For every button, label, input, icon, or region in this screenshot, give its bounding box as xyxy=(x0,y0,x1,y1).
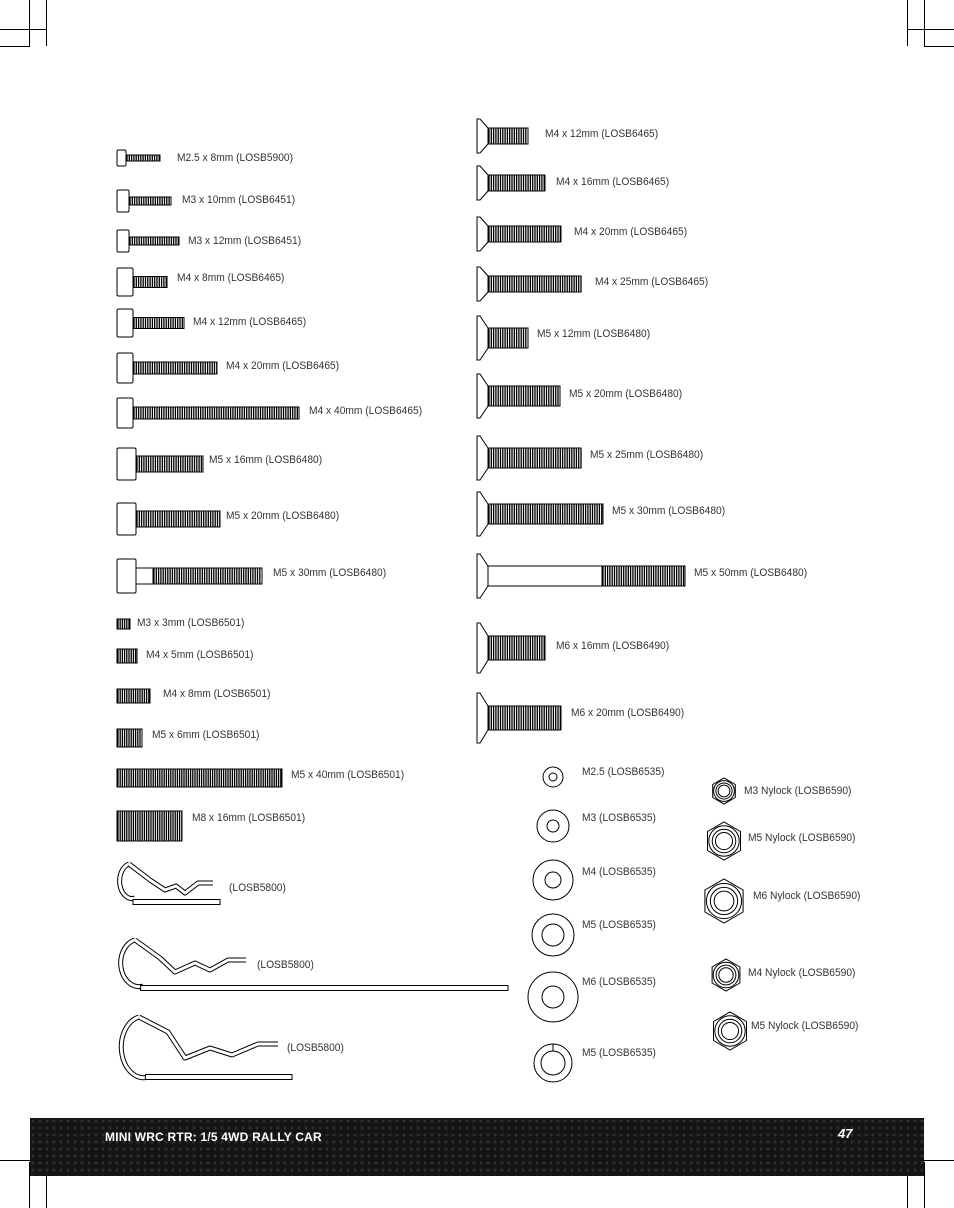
washer-label: M5 (LOSB6535) xyxy=(582,919,656,931)
nylock-nut-label: M4 Nylock (LOSB6590) xyxy=(748,967,856,979)
set-screw-label: M3 x 3mm (LOSB6501) xyxy=(137,617,245,629)
set-screw-icon xyxy=(117,689,150,703)
nylock-nut-label: M5 Nylock (LOSB6590) xyxy=(748,832,856,844)
washer-icon xyxy=(532,914,574,956)
flat-head-screw-icon xyxy=(477,316,528,360)
cap-screw-icon xyxy=(117,398,299,428)
flat-head-screw-icon xyxy=(477,436,581,480)
flat-head-screw-icon xyxy=(477,492,603,536)
washer-label: M4 (LOSB6535) xyxy=(582,866,656,878)
cap-screw-icon xyxy=(117,190,171,212)
cap-screw-label: M3 x 10mm (LOSB6451) xyxy=(182,194,296,206)
flat-head-screw-icon xyxy=(477,693,561,743)
cap-screw-label: M4 x 20mm (LOSB6465) xyxy=(226,360,340,372)
set-screw-label: M8 x 16mm (LOSB6501) xyxy=(192,812,306,824)
cap-screw-label: M4 x 40mm (LOSB6465) xyxy=(309,405,423,417)
flat-screw-label: M5 x 25mm (LOSB6480) xyxy=(590,449,704,461)
flat-screw-label: M5 x 50mm (LOSB6480) xyxy=(694,567,808,579)
page-number: 47 xyxy=(838,1126,853,1141)
set-screw-icon xyxy=(117,811,182,841)
set-screw-label: M4 x 8mm (LOSB6501) xyxy=(163,688,271,700)
footer-title: MINI WRC RTR: 1/5 4WD RALLY CAR xyxy=(105,1130,322,1144)
cap-screw-icon xyxy=(117,268,167,296)
washer-icon xyxy=(543,767,563,787)
flat-screw-label: M5 x 30mm (LOSB6480) xyxy=(612,505,726,517)
body-clip-icon xyxy=(121,940,508,991)
cap-screw-label: M2.5 x 8mm (LOSB5900) xyxy=(177,152,293,164)
cap-screw-icon xyxy=(117,309,184,337)
flat-head-screw-icon xyxy=(477,217,561,251)
cap-screw-label: M3 x 12mm (LOSB6451) xyxy=(188,235,302,247)
body-clip-label: (LOSB5800) xyxy=(287,1042,344,1054)
flat-screw-label: M4 x 16mm (LOSB6465) xyxy=(556,176,670,188)
flat-screw-label: M4 x 20mm (LOSB6465) xyxy=(574,226,688,238)
flat-screw-label: M4 x 25mm (LOSB6465) xyxy=(595,276,709,288)
flat-head-screw-icon xyxy=(477,554,685,598)
nylock-nut-icon xyxy=(714,1012,747,1050)
cap-screw-label: M4 x 12mm (LOSB6465) xyxy=(193,316,307,328)
cap-screw-icon xyxy=(117,448,203,480)
nylock-nut-icon xyxy=(712,959,740,991)
washer-icon xyxy=(533,860,573,900)
washer-label: M6 (LOSB6535) xyxy=(582,976,656,988)
set-screw-label: M5 x 6mm (LOSB6501) xyxy=(152,729,260,741)
cap-screw-icon xyxy=(117,150,160,166)
body-clip-label: (LOSB5800) xyxy=(229,882,286,894)
washer-label: M3 (LOSB6535) xyxy=(582,812,656,824)
set-screw-icon xyxy=(117,619,130,629)
flat-head-screw-icon xyxy=(477,267,581,301)
cap-screw-icon xyxy=(117,230,179,252)
body-clip-icon xyxy=(120,864,220,905)
set-screw-label: M5 x 40mm (LOSB6501) xyxy=(291,769,405,781)
washer-icon xyxy=(537,810,569,842)
cap-screw-icon xyxy=(117,503,220,535)
nylock-nut-label: M6 Nylock (LOSB6590) xyxy=(753,890,861,902)
flat-screw-label: M5 x 12mm (LOSB6480) xyxy=(537,328,651,340)
flat-head-screw-icon xyxy=(477,374,560,418)
body-clip-icon xyxy=(121,1017,292,1080)
washer-icon xyxy=(534,1044,572,1082)
flat-head-screw-icon xyxy=(477,623,545,673)
cap-screw-label: M4 x 8mm (LOSB6465) xyxy=(177,272,285,284)
nylock-nut-icon xyxy=(708,822,741,860)
cap-screw-label: M5 x 30mm (LOSB6480) xyxy=(273,567,387,579)
nylock-nut-icon xyxy=(705,879,743,923)
nylock-nut-icon xyxy=(713,778,736,804)
flat-head-screw-icon xyxy=(477,119,528,153)
nylock-nut-label: M5 Nylock (LOSB6590) xyxy=(751,1020,859,1032)
cap-screw-label: M5 x 20mm (LOSB6480) xyxy=(226,510,340,522)
set-screw-label: M4 x 5mm (LOSB6501) xyxy=(146,649,254,661)
washer-icon xyxy=(528,972,578,1022)
body-clip-label: (LOSB5800) xyxy=(257,959,314,971)
flat-screw-label: M6 x 16mm (LOSB6490) xyxy=(556,640,670,652)
set-screw-icon xyxy=(117,769,282,787)
page-footer xyxy=(30,1118,924,1176)
flat-screw-label: M6 x 20mm (LOSB6490) xyxy=(571,707,685,719)
washer-label: M2.5 (LOSB6535) xyxy=(582,766,665,778)
flat-screw-label: M5 x 20mm (LOSB6480) xyxy=(569,388,683,400)
set-screw-icon xyxy=(117,649,137,663)
set-screw-icon xyxy=(117,729,142,747)
washer-label: M5 (LOSB6535) xyxy=(582,1047,656,1059)
cap-screw-label: M5 x 16mm (LOSB6480) xyxy=(209,454,323,466)
nylock-nut-label: M3 Nylock (LOSB6590) xyxy=(744,785,852,797)
cap-screw-icon xyxy=(117,353,217,383)
flat-screw-label: M4 x 12mm (LOSB6465) xyxy=(545,128,659,140)
cap-screw-icon xyxy=(117,559,262,593)
flat-head-screw-icon xyxy=(477,166,545,200)
